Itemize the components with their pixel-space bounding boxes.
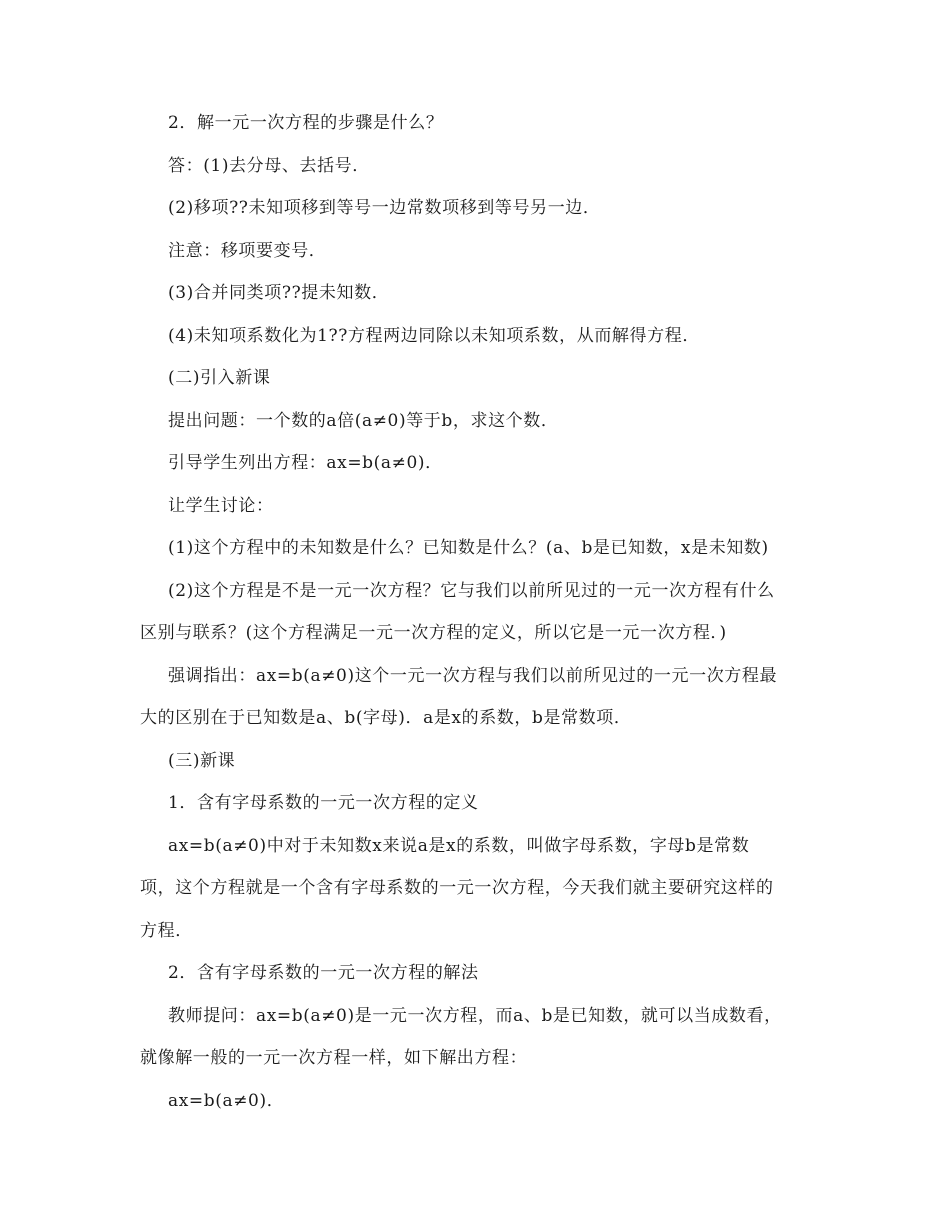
answer-step-4: (4)未知项系数化为1??方程两边同除以未知项系数，从而解得方程． — [168, 325, 700, 346]
answer-step-3: (3)合并同类项??提未知数． — [168, 283, 390, 303]
answer-step-1: 答：(1)去分母、去括号． — [168, 155, 370, 176]
section-heading-intro: (二)引入新课 — [168, 368, 271, 388]
answer-step-2: (2)移项??未知项移到等号一边常数项移到等号另一边． — [168, 198, 601, 218]
paragraph-problem: 提出问题：一个数的a倍(a≠0)等于b，求这个数． — [168, 410, 559, 431]
definition-line-2: 项，这个方程就是一个含有字母系数的一元一次方程，今天我们就主要研究这样的 — [140, 878, 774, 898]
paragraph-equation: 引导学生列出方程：ax=b(a≠0)． — [168, 453, 443, 473]
teacher-question-line-2: 就像解一般的一元一次方程一样，如下解出方程： — [140, 1048, 528, 1068]
teacher-question-line-1: 教师提问：ax=b(a≠0)是一元一次方程，而a、b是已知数，就可以当成数看， — [168, 1005, 782, 1026]
definition-line-3: 方程． — [140, 920, 193, 941]
equation-line: ax=b(a≠0)． — [168, 1090, 285, 1111]
emphasis-line-2: 大的区别在于已知数是a、b(字母)．a是x的系数，b是常数项． — [140, 708, 632, 728]
discussion-item-1: (1)这个方程中的未知数是什么？已知数是什么？(a、b是已知数，x是未知数) — [168, 538, 769, 558]
paragraph-discussion: 让学生讨论： — [168, 495, 274, 516]
discussion-item-2-line-1: (2)这个方程是不是一元一次方程？它与我们以前所见过的一元一次方程有什么 — [168, 580, 775, 601]
section-heading-new-lesson: (三)新课 — [168, 750, 236, 771]
emphasis-line-1: 强调指出：ax=b(a≠0)这个一元一次方程与我们以前所见过的一元一次方程最 — [168, 665, 778, 686]
subsection-heading-solution: 2．含有字母系数的一元一次方程的解法 — [168, 963, 479, 983]
question-2-heading: 2．解一元一次方程的步骤是什么？ — [168, 113, 444, 133]
subsection-heading-definition: 1．含有字母系数的一元一次方程的定义 — [168, 793, 479, 813]
answer-note: 注意：移项要变号． — [168, 240, 327, 261]
discussion-item-2-line-2: 区别与联系？(这个方程满足一元一次方程的定义，所以它是一元一次方程．) — [140, 623, 727, 643]
document-page — [140, 112, 815, 1132]
definition-line-1: ax=b(a≠0)中对于未知数x来说a是x的系数，叫做字母系数，字母b是常数 — [168, 835, 750, 856]
